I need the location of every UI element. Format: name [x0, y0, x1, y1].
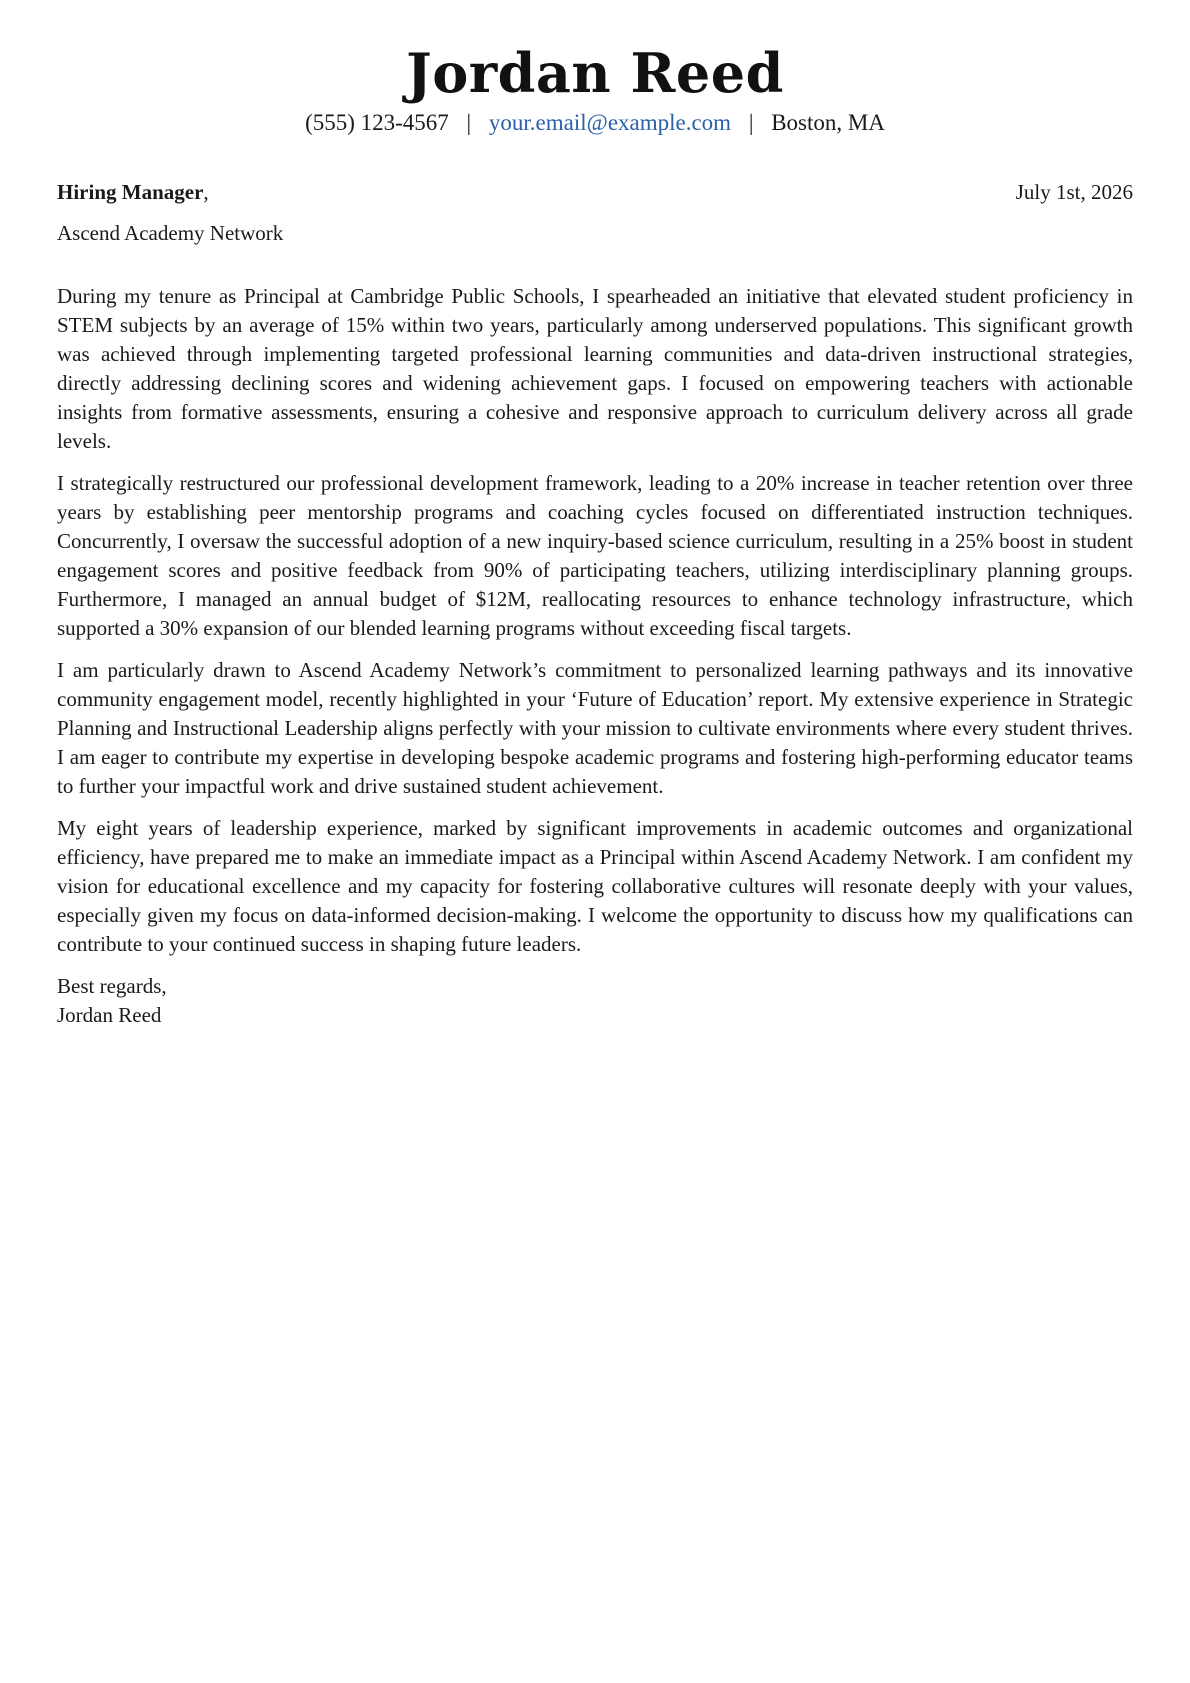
closing-block: [57, 972, 1133, 1030]
closing-signature: Jordan Reed: [57, 1003, 162, 1027]
applicant-name: Jordan Reed: [406, 41, 784, 105]
letter-date: July 1st, 2026: [1015, 180, 1133, 204]
body-paragraph: My eight years of leadership experience, marked by significant improvements in academic outcomes and organizational efficiency, have prepared me to make an immediate impact as a Principal within Ascend Academy Network. I am confident my vision for educational excellence and my capacity for fostering collaborative cultures will resonate deeply with your values, especially given my focus on data-informed decision-making. I welcome the opportunity to discuss how my qualifications can contribute to your continued success in shaping future leaders.: [57, 816, 1133, 956]
recipient-name: Hiring Manager: [57, 180, 204, 204]
body-paragraph: I strategically restructured our professional development framework, leading to a 20% increase in teacher retention over three years by establishing peer mentorship programs and coaching cycles focused on differentiated instruction techniques. Concurrently, I oversaw the successful adoption of a new inquiry-based science curriculum, resulting in a 25% boost in student engagement scores and positive feedback from 90% of participating teachers, utilizing interdisciplinary planning groups. Furthermore, I managed an annual budget of $12M, reallocating resources to enhance technology infrastructure, which supported a 30% expansion of our blended learning programs without exceeding fiscal targets.: [57, 471, 1133, 640]
contact-line: [0, 108, 1190, 138]
letter-header: [0, 40, 1190, 138]
phone-number: (555) 123-4567: [305, 110, 449, 135]
location: Boston, MA: [771, 110, 885, 135]
contact-separator: |: [466, 110, 472, 135]
closing-salutation: Best regards,: [57, 974, 167, 998]
recipient-comma: ,: [203, 180, 209, 204]
recipient-block: [57, 178, 209, 207]
contact-separator: |: [748, 110, 754, 135]
recipient-row: [57, 178, 1133, 207]
body-paragraph: I am particularly drawn to Ascend Academy Network’s commitment to personalized learning pathways and its innovative community engagement model, recently highlighted in your ‘Future of Education’ report. My extensive experience in Strategic Planning and Instructional Leadership aligns perfectly with your mission to cultivate environments where every student thrives. I am eager to contribute my expertise in developing bespoke academic programs and fostering high-performing educator teams to further your impactful work and drive sustained student achievement.: [57, 658, 1133, 798]
email-link[interactable]: your.email@example.com: [488, 110, 732, 135]
recipient-organization: Ascend Academy Network: [57, 221, 284, 245]
body-paragraph: During my tenure as Principal at Cambridge Public Schools, I spearheaded an initiative that elevated student proficiency in STEM subjects by an average of 15% within two years, particularly among underserved populations. This significant growth was achieved through implementing targeted professional learning communities and data-driven instructional strategies, directly addressing declining scores and widening achievement gaps. I focused on empowering teachers with actionable insights from formative assessments, ensuring a cohesive and responsive approach to curriculum delivery across all grade levels.: [57, 284, 1133, 453]
letter-body: [57, 282, 1133, 1030]
